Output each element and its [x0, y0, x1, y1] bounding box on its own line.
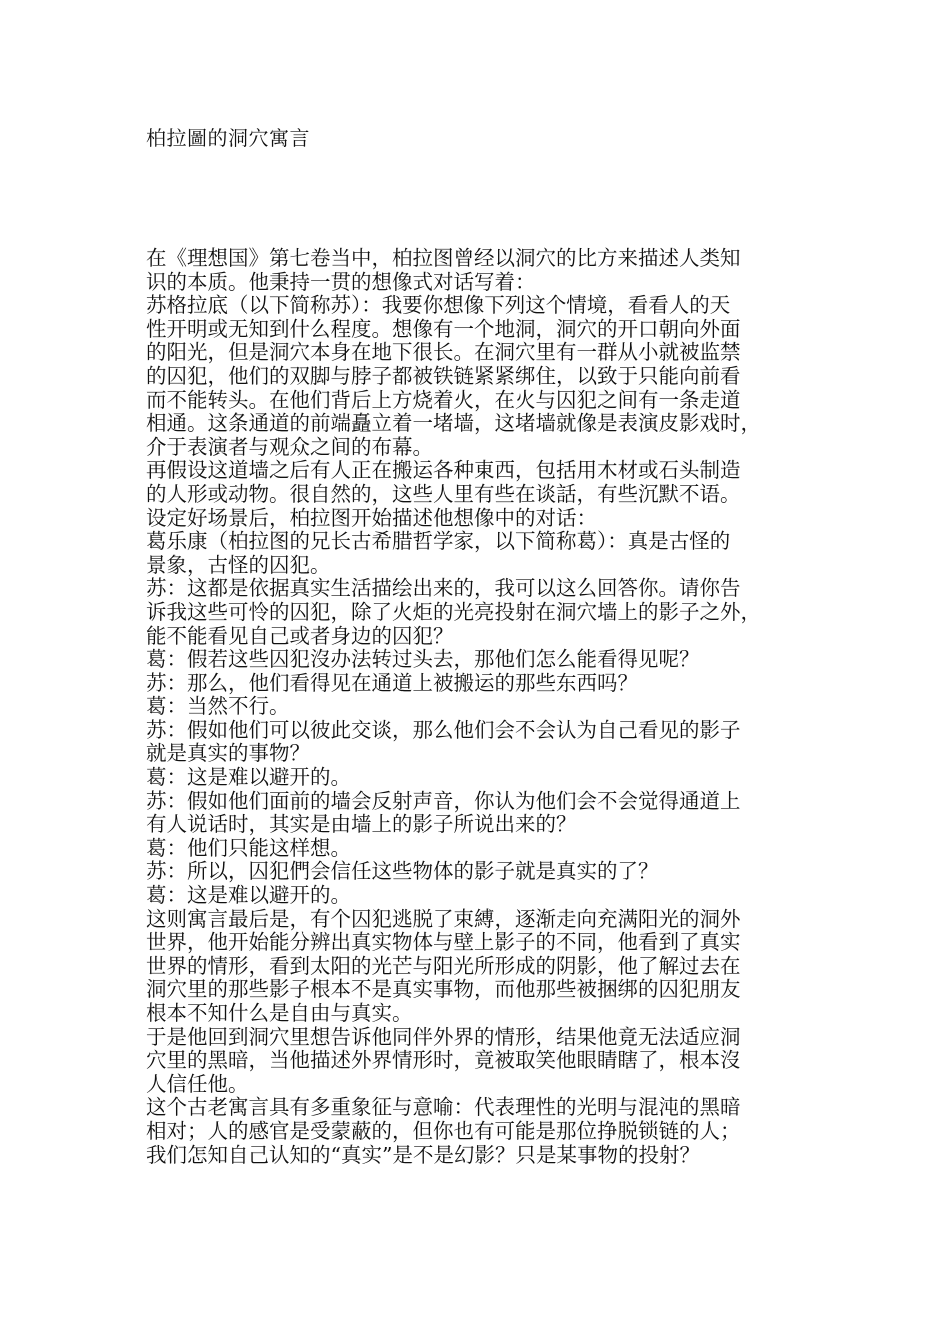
- text-line: 设定好场景后，柏拉图开始描述他想像中的对话：: [146, 505, 597, 530]
- document-body: [146, 247, 806, 1167]
- text-line: 苏格拉底（以下简称苏）：我要你想像下列这个情境，看看人的天: [146, 293, 731, 318]
- text-line: 苏：那么，他们看得见在通道上被搬运的那些东西吗？: [146, 670, 638, 695]
- text-line: 景象，古怪的囚犯。: [146, 552, 331, 577]
- text-line: 葛乐康（柏拉图的兄长古希腊哲学家，以下简称葛）：真是古怪的: [146, 529, 731, 554]
- text-line: 相对；人的感官是受蒙蔽的，但你也有可能是那位挣脱锁链的人；: [146, 1118, 741, 1143]
- text-line: 而不能转头。在他们背后上方烧着火，在火与囚犯之间有一条走道: [146, 387, 741, 412]
- text-line: 葛：这是难以避开的。: [146, 883, 351, 908]
- text-line: 于是他回到洞穴里想告诉他同伴外界的情形，结果他竟无法适应洞: [146, 1024, 741, 1049]
- text-line: 葛：他们只能这样想。: [146, 835, 351, 860]
- text-line: 的人形或动物。很自然的，这些人里有些在谈話，有些沉默不语。: [146, 481, 741, 506]
- text-line: 世界的情形，看到太阳的光芒与阳光所形成的阴影，他了解过去在: [146, 953, 741, 978]
- text-line: 再假设这道墙之后有人正在搬运各种東西，包括用木材或石头制造: [146, 458, 741, 483]
- text-line: 苏：这都是依据真实生活描绘出来的，我可以这么回答你。请你告: [146, 576, 741, 601]
- text-line: 有人说话时，其实是由墙上的影子所说出来的？: [146, 812, 577, 837]
- text-line: 就是真实的事物？: [146, 741, 310, 766]
- text-line: 洞穴里的那些影子根本不是真实事物，而他那些被捆绑的囚犯朋友: [146, 977, 741, 1002]
- text-line: 葛：这是难以避开的。: [146, 765, 351, 790]
- text-line: 在《理想国》第七卷当中，柏拉图曾经以洞穴的比方来描述人类知: [146, 246, 741, 270]
- text-line: 苏：假如他们可以彼此交谈，那么他们会不会认为自己看见的影子: [146, 717, 741, 742]
- text-line: 能不能看见自己或者身边的囚犯？: [146, 623, 454, 648]
- text-line: 的阳光，但是洞穴本身在地下很长。在洞穴里有一群从小就被监禁: [146, 340, 741, 365]
- text-line: 性开明或无知到什么程度。想像有一个地洞，洞穴的开口朝向外面: [146, 316, 741, 341]
- text-line: 苏：假如他们面前的墙会反射声音，你认为他们会不会觉得通道上: [146, 788, 741, 813]
- text-line: 这个古老寓言具有多重象征与意喻：代表理性的光明与混沌的黑暗: [146, 1095, 741, 1120]
- text-line: 这则寓言最后是，有个囚犯逃脱了束縛，逐渐走向充满阳光的洞外: [146, 906, 741, 931]
- text-line: 识的本质。他秉持一贯的想像式对话写着：: [146, 269, 536, 294]
- text-line: 葛：假若这些囚犯沒办法转过头去，那他们怎么能看得见呢？: [146, 647, 700, 672]
- text-line: 诉我这些可怜的囚犯，除了火炬的光亮投射在洞穴墙上的影子之外，: [146, 599, 761, 624]
- text-line: 我们怎知自己认知的“真实”是不是幻影？只是某事物的投射？: [146, 1142, 700, 1167]
- text-line: 介于表演者与观众之间的布幕。: [146, 434, 433, 459]
- text-line: 穴里的黑暗，当他描述外界情形时，竟被取笑他眼睛瞎了，根本沒: [146, 1048, 741, 1073]
- text-line: 葛：当然不行。: [146, 694, 290, 719]
- document-title: 柏拉圖的洞穴寓言: [146, 126, 310, 150]
- text-line: 世界，他开始能分辨出真实物体与壁上影子的不同，他看到了真实: [146, 930, 741, 955]
- text-line: 相通。这条通道的前端矗立着一堵墙，这堵墙就像是表演皮影戏时，: [146, 411, 761, 436]
- text-line: 人信任他。: [146, 1071, 249, 1096]
- text-line: 的囚犯，他们的双脚与脖子都被铁链紧紧绑住，以致于只能向前看: [146, 363, 741, 388]
- text-line: 根本不知什么是自由与真实。: [146, 1001, 413, 1025]
- text-line: 苏：所以，囚犯們会信任这些物体的影子就是真实的了？: [146, 859, 659, 884]
